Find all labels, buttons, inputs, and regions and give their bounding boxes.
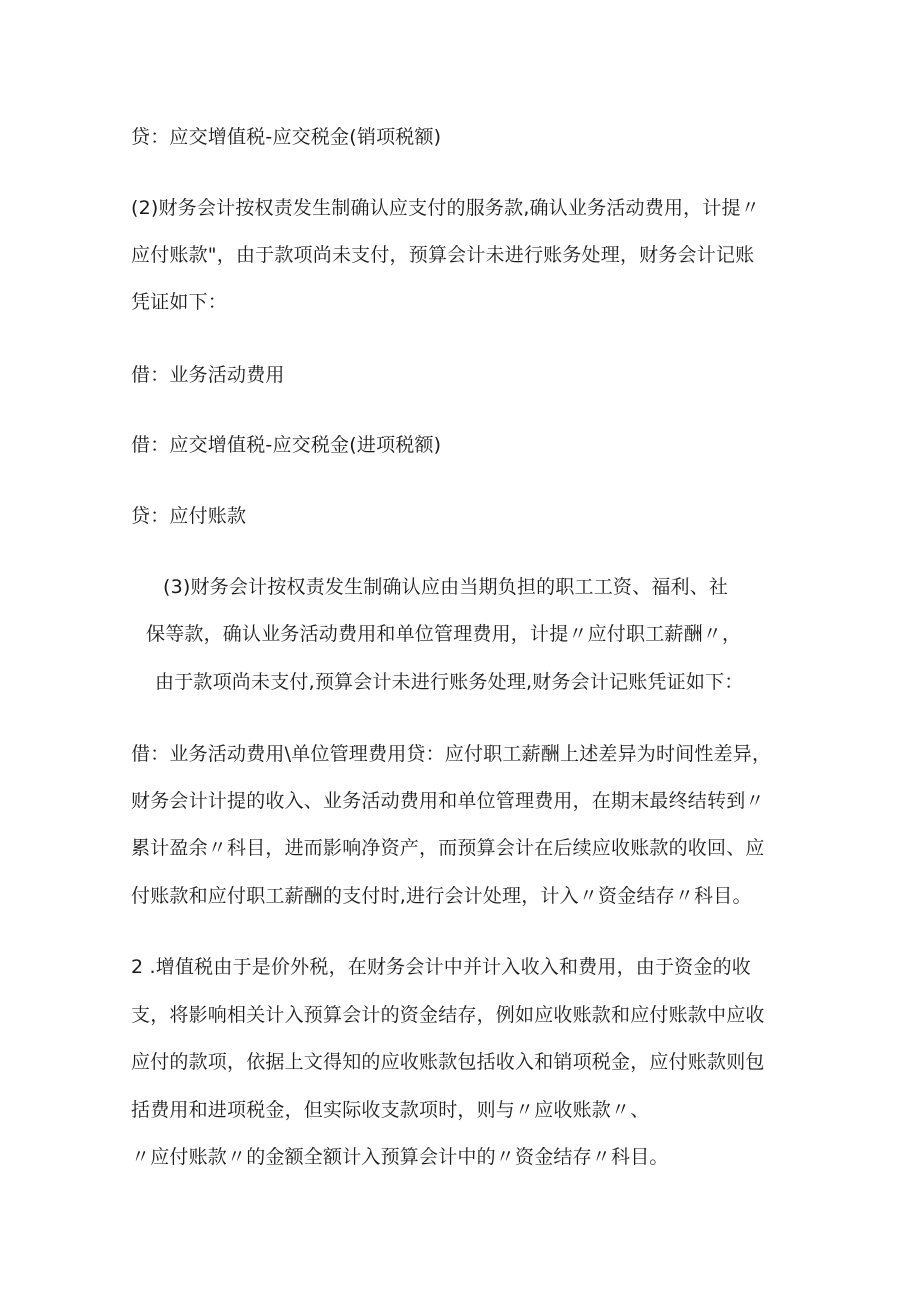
text-line: 借：业务活动费用\单位管理费用贷：应付职工薪酬上述差异为时间性差异， (131, 743, 772, 765)
text-line: 应付账款"，由于款项尚未支付，预算会计未进行账务处理，财务会计记账 (131, 244, 755, 266)
text-line: 2 .增值税由于是价外税，在财务会计中并计入收入和费用，由于资金的收 (131, 956, 751, 978)
text-line: (3)财务会计按权责发生制确认应由当期负担的职工工资、福利、社 (163, 576, 729, 598)
text-line: 括费用和进项税金，但实际收支款项时，则与〃应收账款〃、 (131, 1099, 650, 1121)
text-line: (2)财务会计按权责发生制确认应支付的服务款,确认业务活动费用，计提〃 (131, 197, 760, 219)
text-line: 借：应交增值税-应交税金(进项税额) (131, 434, 442, 456)
text-line: 保等款，确认业务活动费用和单位管理费用，计提〃应付职工薪酬〃， (146, 623, 742, 645)
text-line: 凭证如下： (131, 291, 228, 313)
text-line: 借：业务活动费用 (131, 364, 285, 386)
text-line: 〃应付账款〃的金额全额计入预算会计中的〃资金结存〃科目。 (131, 1146, 669, 1168)
text-line: 累计盈余〃科目，进而影响净资产，而预算会计在后续应收账款的收回、应 (131, 837, 765, 859)
text-line: 付账款和应付职工薪酬的支付时,进行会计处理，计入〃资金结存〃科目。 (131, 885, 752, 907)
text-line: 贷：应交增值税-应交税金(销项税额) (131, 126, 442, 148)
text-line: 支，将影响相关计入预算会计的资金结存，例如应收账款和应付账款中应收 (131, 1004, 765, 1026)
text-line: 由于款项尚未支付,预算会计未进行账务处理,财务会计记账凭证如下： (155, 671, 744, 693)
text-line: 财务会计计提的收入、业务活动费用和单位管理费用，在期末最终结转到〃 (131, 790, 765, 812)
text-line: 应付的款项，依据上文得知的应收账款包括收入和销项税金，应付账款则包 (131, 1051, 765, 1073)
text-line: 贷：应付账款 (131, 505, 247, 527)
